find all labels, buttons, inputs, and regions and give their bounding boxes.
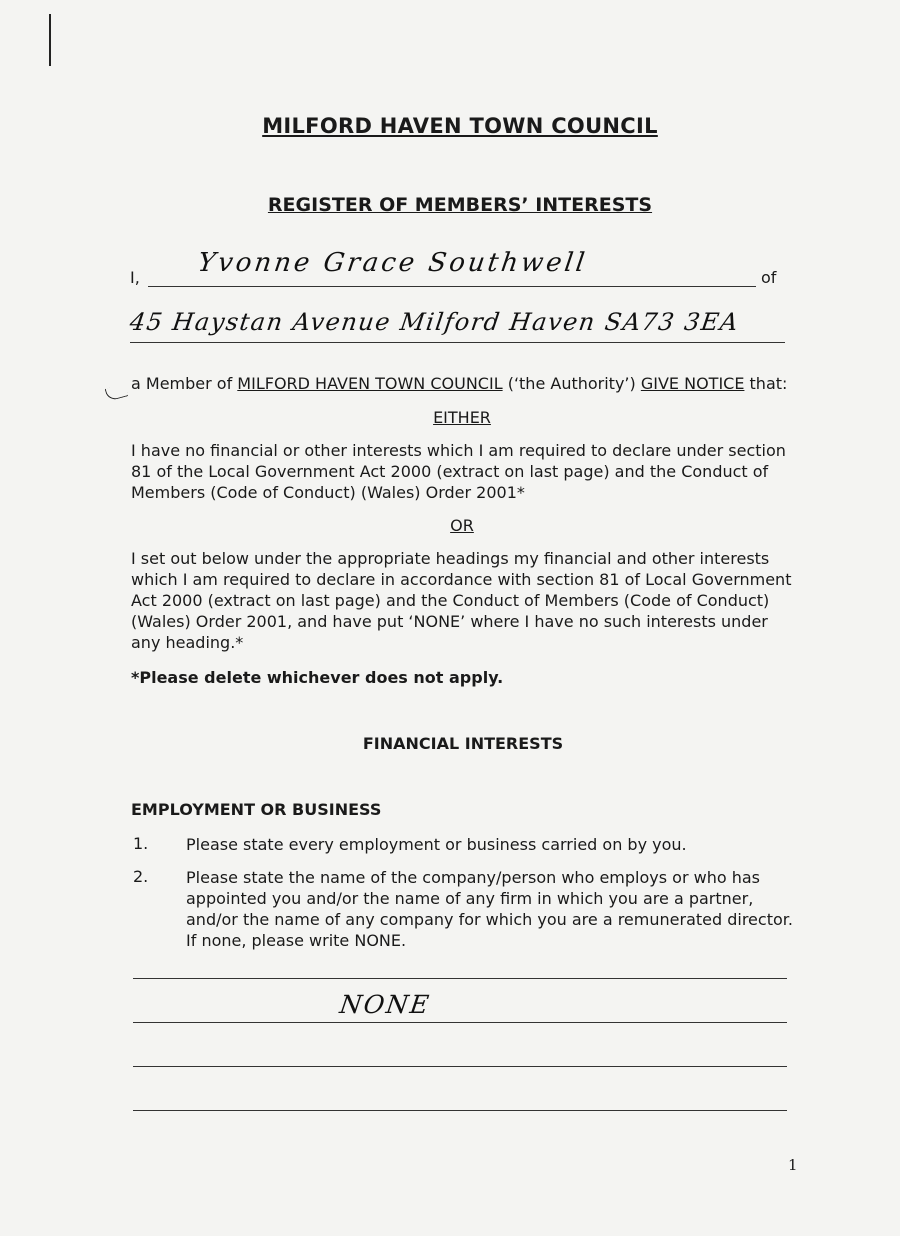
council-name: MILFORD HAVEN TOWN COUNCIL [237, 374, 503, 393]
item-number: 2. [133, 867, 149, 886]
or-label: OR [450, 516, 474, 535]
of-label: of [761, 268, 777, 287]
option-one-text: I have no financial or other interests which I am required to declare under section 81 of the Local Government Act 2000 (extract on last page) and the Conduct of Members (Code of Conduct) (Wales) Order 2001* [131, 441, 786, 502]
item-number: 1. [133, 834, 149, 853]
declaration-prefix: I, [130, 268, 140, 287]
delete-note: *Please delete whichever does not apply. [131, 668, 504, 687]
item-text: Please state every employment or business carried on by you. [186, 835, 687, 854]
document-subtitle: REGISTER OF MEMBERS’ INTERESTS [267, 194, 653, 216]
answer-line [133, 1066, 787, 1067]
tick-mark [105, 384, 129, 402]
item-text: Please state the name of the company/person who employs or who has appointed you and/or the name of any firm in which you are a partner, and/or the name of any company for which you are a remunerated director. If none, please write NONE. [186, 868, 793, 950]
option-two-text: I set out below under the appropriate headings my financial and other interests which I am required to declare in accordance with section 81 of Local Government Act 2000 (extract on last page) and the Conduct of Members (Code of Conduct) (Wales) Order 2001, and have put ‘NONE’ where I have no such interests under any heading.* [131, 549, 792, 652]
name-line [148, 286, 756, 287]
financial-interests-heading: FINANCIAL INTERESTS [362, 734, 564, 753]
answer-line [133, 1110, 787, 1111]
employment-heading: EMPLOYMENT OR BUSINESS [131, 800, 382, 819]
page-number: 1 [788, 1156, 798, 1174]
give-notice: GIVE NOTICE [640, 374, 745, 393]
answer-line [133, 978, 787, 979]
handwritten-address: 45 Haystan Avenue Milford Haven SA73 3EA [128, 308, 742, 336]
member-statement: a Member of MILFORD HAVEN TOWN COUNCIL (‘the Authority’) GIVE NOTICE that: [131, 374, 788, 393]
document-title: MILFORD HAVEN TOWN COUNCIL [262, 114, 658, 138]
edge-mark [49, 14, 51, 66]
either-label: EITHER [433, 408, 491, 427]
handwritten-answer: NONE [337, 990, 433, 1019]
answer-line [133, 1022, 787, 1023]
address-line [130, 342, 785, 343]
handwritten-name: Yvonne Grace Southwell [195, 248, 590, 278]
